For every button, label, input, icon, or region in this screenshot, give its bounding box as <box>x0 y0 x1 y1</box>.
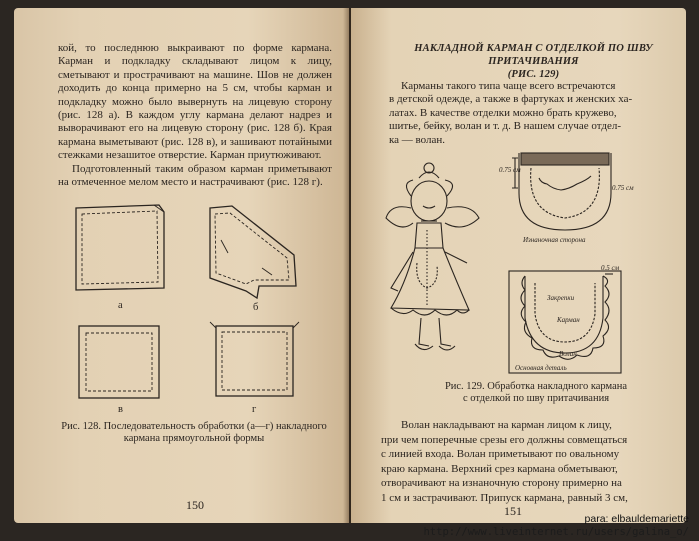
left-paragraph-2: Подготовленный таким образом карман приметывают на отмеченное мелом место и настрачивают (рис. 128 г). <box>58 162 332 189</box>
intro-line-4: шитье, бейку, волан и т. д. В нашем случае отдел- <box>389 120 622 133</box>
heading-line2: (РИС. 129) <box>507 69 560 80</box>
heading-line1: НАКЛАДНОЙ КАРМАН С ОТДЕЛКОЙ ПО ШВУ ПРИТАЧИВАНИЯ <box>414 43 653 67</box>
right-page <box>351 8 686 523</box>
fig-128-label-v: в <box>118 404 123 415</box>
fig-128-caption-line2: кармана прямоугольной формы <box>123 433 265 445</box>
intro-line-5: ка — волан. <box>389 133 446 146</box>
intro-line-1: Карманы такого типа чаще всего встречаются <box>401 80 616 92</box>
fig-129-caption-line1: Рис. 129. Обработка накладного кармана <box>444 381 628 392</box>
intro-line-3: латах. В качестве отделки можно брать кружево, <box>389 106 617 119</box>
fig-128-caption <box>44 421 344 446</box>
intro-line-2: в детской одежде, а также в фартуках и женских ха- <box>389 93 633 106</box>
pocket-lining-diagram <box>512 153 611 230</box>
fig-128-label-a: а <box>118 300 123 311</box>
body-line-5: отворачивают на изнаночную сторону примерно на <box>381 477 622 490</box>
fig-128g-shape <box>210 322 299 396</box>
label-volan: Волан <box>559 350 577 358</box>
fig-129-caption <box>411 381 661 406</box>
fig-129-caption-line2: с отделкой по шву притачивания <box>462 393 610 405</box>
label-zakrepki: Закрепки <box>547 294 575 302</box>
left-page <box>14 8 349 523</box>
label-dim2: 0.75 см <box>612 184 634 192</box>
left-paragraph-1: кой, то последнюю выкраивают по форме кармана. Карман и подкладку складывают лицом к лицу, сметывают и прострачивают на машине. Шов не должен доходить до конца примерно на 5 см, чтобы карман и подкладку можно было вывернуть на лицевую сторону (рис. 128 а). В каждом углу кармана делают надрез и выворачивают его на лицевую сторону (рис. 128 б). Края кармана выметывают (рис. 128 в), и зашивают потайными стежками незашитое отверстие. Карман приутюживают. <box>58 42 332 162</box>
watermark-url[interactable]: http://www.liveinternet.ru/users/galina_o/ <box>423 525 689 538</box>
left-page-number: 150 <box>186 498 204 512</box>
fig-128v-shape <box>79 326 159 398</box>
fig-128b-shape <box>210 206 296 298</box>
fig-128-label-g: г <box>252 404 257 415</box>
body-line-3: с линией входа. Волан приметывают по овальному <box>381 448 620 461</box>
fig-128-label-b: б <box>253 302 259 313</box>
label-podkladka: Изнаночная сторона <box>523 236 586 244</box>
label-karman: Карман <box>557 316 580 324</box>
body-line-1: Волан накладывают на карман лицом к лицу, <box>401 419 612 431</box>
watermark <box>423 513 689 538</box>
right-page-number: 151 <box>504 504 522 518</box>
watermark-signature: para: elbauldemariette <box>584 513 689 525</box>
label-osnovnaya: Основная деталь <box>515 364 567 372</box>
fig-128-caption-line1: Рис. 128. Последовательность обработки (а—г) накладного <box>61 421 327 432</box>
label-dim3: 0.5 см <box>601 264 620 272</box>
body-line-4: краю кармана. Верхний срез кармана обметывают, <box>381 462 618 475</box>
fig-128a-shape <box>76 205 164 290</box>
body-line-6: 1 см и застрачивают. Припуск кармана, равный 3 см, <box>381 491 628 504</box>
girl-illustration <box>386 163 479 350</box>
right-body-text <box>381 418 681 506</box>
body-line-2: при чем поперечные срезы его должны совмещаться <box>381 433 628 446</box>
label-dim1: 0.75 см <box>499 166 521 174</box>
